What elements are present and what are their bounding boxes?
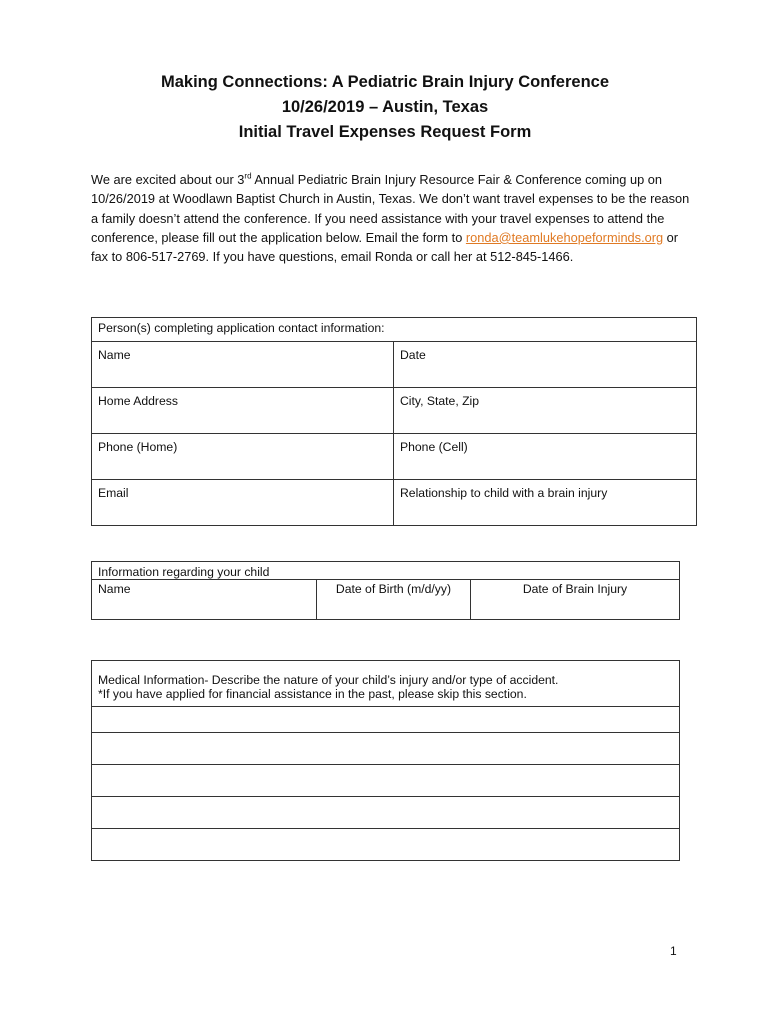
medical-line-1[interactable] — [92, 707, 680, 733]
child-info-table — [91, 561, 680, 620]
phone-home-field[interactable]: Phone (Home) — [92, 434, 394, 480]
medical-line-4[interactable] — [92, 797, 680, 829]
phone-cell-field[interactable]: Phone (Cell) — [394, 434, 697, 480]
medical-line-5[interactable] — [92, 829, 680, 861]
child-name-field[interactable]: Name — [92, 580, 317, 620]
city-state-zip-field[interactable]: City, State, Zip — [394, 388, 697, 434]
email-field[interactable]: Email — [92, 480, 394, 526]
intro-text-2: Annual Pediatric Brain Injury Resource Fair & Conference coming up on 10/26/2019 at Woodlawn Baptist Church in Austin, Texas. We don’t want travel expenses to be the reason a family doesn’t attend the conference. If you need assistance with your travel expenses to attend the conference, please fill out the application below. Email the form to — [91, 172, 690, 245]
email-link[interactable]: ronda@teamlukehopeforminds.org — [465, 229, 664, 245]
relationship-field[interactable]: Relationship to child with a brain injury — [394, 480, 697, 526]
document-title — [0, 70, 770, 145]
page-number: 1 — [670, 944, 677, 958]
medical-heading-line-2: *If you have applied for financial assistance in the past, please skip this section. — [98, 687, 527, 701]
date-field[interactable]: Date — [394, 342, 697, 388]
medical-info-table — [91, 660, 680, 861]
contact-info-table — [91, 317, 697, 526]
child-table-heading: Information regarding your child — [92, 562, 680, 580]
child-dob-field[interactable]: Date of Birth (m/d/yy) — [317, 580, 471, 620]
home-address-field[interactable]: Home Address — [92, 388, 394, 434]
medical-table-heading — [92, 661, 680, 707]
medical-line-3[interactable] — [92, 765, 680, 797]
intro-text-1: We are excited about our 3 — [91, 172, 245, 187]
intro-paragraph — [91, 170, 691, 266]
intro-text-3: or fax to 806-517-2769. If you have questions, email Ronda or call her at 512-845-1466. — [91, 229, 679, 265]
title-line-1: Making Connections: A Pediatric Brain Injury Conference — [160, 73, 610, 91]
contact-table-heading: Person(s) completing application contact information: — [92, 318, 697, 342]
title-line-3: Initial Travel Expenses Request Form — [238, 123, 532, 141]
medical-heading-line-1: Medical Information- Describe the nature of your child’s injury and/or type of accident. — [98, 673, 559, 687]
child-injury-date-field[interactable]: Date of Brain Injury — [471, 580, 680, 620]
name-field[interactable]: Name — [92, 342, 394, 388]
intro-superscript: rd — [244, 171, 252, 181]
medical-line-2[interactable] — [92, 733, 680, 765]
title-line-2: 10/26/2019 – Austin, Texas — [281, 98, 489, 116]
